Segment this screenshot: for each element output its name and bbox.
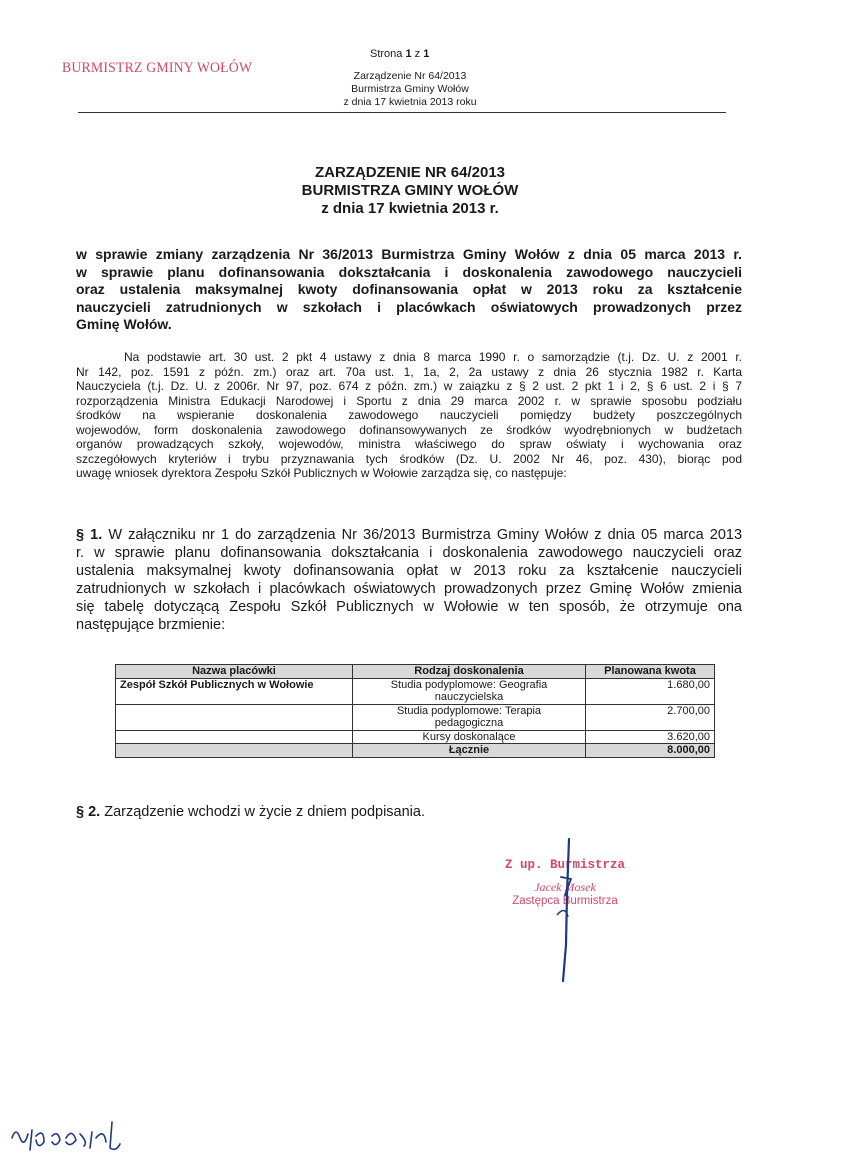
cell-training-type [353, 704, 586, 730]
subject-line: Gminę Wołów. [76, 316, 172, 332]
page-label: Strona [370, 48, 403, 60]
cell-institution [116, 730, 353, 744]
section-1-mark: § 1. [76, 527, 103, 543]
cell-amount: 1.680,00 [586, 678, 715, 704]
preamble-line: Na podstawie art. 30 ust. 2 pkt 4 ustawy z dnia 8 marca 1990 r. o samorządzie (t.j. Dz. U. z 2001 r. [124, 350, 742, 364]
header-line-1: Zarządzenie Nr 64/2013 [353, 70, 467, 82]
total-amount: 8.000,00 [586, 744, 715, 758]
preamble-line: wojewodów, form doskonalenia zawodowego dofinansowywanych ze środków wyodrębnionych w budżetach [76, 422, 742, 437]
subject-line: w sprawie planu dofinansowania dokształcania i doskonalenia zawodowego nauczycieli [76, 263, 742, 280]
preamble-line: rozporządzenia Ministra Edukacji Narodowej i Sportu z dnia 29 marca 2002 r. w sprawie sposobu podziału [76, 393, 742, 408]
table-row [116, 730, 715, 744]
subject-line: oraz ustalenia maksymalnej kwoty dofinansowania opłat w 2013 roku za kształcenie [76, 281, 742, 297]
section-1-line [76, 526, 742, 544]
header-line-2: Burmistrza Gminy Wołów [351, 83, 469, 95]
section-1-line: zatrudnionych w szkołach i placówkach oświatowych prowadzonych przez Gminę Wołów zmienia [76, 581, 742, 597]
handwritten-signature [535, 835, 595, 985]
preamble-line: Nr 142, poz. 1591 z późn. zm.) oraz art. 70a ust. 1, 1a, 2, 2a ustawy z dnia 26 stycznia 1982 r. Karta [76, 364, 742, 379]
section-1-line: następujące brzmienie: [76, 617, 226, 633]
signature-stamp-role: Zastępca Burmistrza [512, 895, 618, 907]
section-1-line: ustalenia maksymalnej kwoty dofinansowania opłat w 2013 roku za kształcenie nauczycieli [76, 563, 742, 579]
office-stamp: BURMISTRZ GMINY WOŁÓW [62, 60, 253, 76]
preamble-line: organów prowadzących szkoły, wojewodów, ministra właściwego do spraw oświaty i wychowania oraz [76, 437, 742, 451]
training-type-line: nauczycielska [434, 691, 504, 703]
subject-line: w sprawie zmiany zarządzenia Nr 36/2013 Burmistrza Gminy Wołów z dnia 05 marca 2013 r. [76, 246, 742, 262]
column-header: Nazwa placówki [116, 665, 353, 679]
title-line-1: ZARZĄDZENIE NR 64/2013 [314, 164, 506, 181]
preamble-line: środków na wspieranie doskonalenia zawodowego nauczycieli pomiędzy budżety poszczególnych [76, 408, 742, 422]
subject-line: nauczycieli zatrudnionych w szkołach i placówkach oświatowych prowadzonych przez [76, 298, 742, 315]
title-line-2: BURMISTRZA GMINY WOŁÓW [301, 182, 519, 199]
section-1 [76, 526, 742, 634]
cell-amount: 3.620,00 [586, 730, 715, 744]
page-number [370, 48, 429, 60]
header-line-3: z dnia 17 kwietnia 2013 roku [343, 96, 477, 108]
training-type-line: Studia podyplomowe: Terapia [396, 704, 542, 717]
cell-training-type [353, 730, 586, 744]
preamble [76, 350, 742, 481]
handwritten-note [8, 1108, 138, 1158]
preamble-line: uwagę wniosek dyrektora Zespołu Szkół Publicznych w Wołowie zarządza się, co następuje: [76, 466, 567, 480]
column-header: Planowana kwota [586, 665, 715, 679]
preamble-line: Nauczyciela (t.j. Dz. U. z 2006r. Nr 97, poz. 674 z późn. zm.) w zaiązku z § 2 ust. 2 pkt 1 i 2, § 6 ust. 2 i § 7 [76, 379, 742, 393]
training-type-line: Kursy doskonalące [422, 730, 516, 743]
section-1-text: W załączniku nr 1 do zarządzenia Nr 36/2013 Burmistrza Gminy Wołów z dnia 05 marca 2013 [108, 527, 743, 543]
column-header: Rodzaj doskonalenia [353, 665, 586, 679]
total-label: Łącznie [353, 744, 586, 758]
cell-training-type [353, 678, 586, 704]
cell-empty [116, 744, 353, 758]
section-1-line: r. w sprawie planu dofinansowania dokształcania i doskonalenia zawodowego nauczycieli oraz [76, 545, 742, 561]
table-header-row [116, 665, 715, 679]
funding-table [115, 664, 715, 758]
table-row [116, 704, 715, 730]
table-total-row [116, 744, 715, 758]
page-current: 1 [405, 48, 412, 60]
training-type-line: Studia podyplomowe: Geografia [390, 678, 548, 691]
subject [76, 246, 742, 334]
section-2 [76, 804, 425, 820]
table-row [116, 678, 715, 704]
training-type-line: pedagogiczna [434, 717, 504, 729]
cell-institution: Zespół Szkół Publicznych w Wołowie [116, 678, 353, 704]
page-total: 1 [423, 48, 430, 60]
cell-institution [116, 704, 353, 730]
preamble-line: szczegółowych kryteriów i trybu przyznawania tych środków (Dz. U. 2002 Nr 46, poz. 430), biorąc pod [76, 451, 742, 466]
section-2-mark: § 2. [76, 804, 101, 820]
section-2-text: Zarządzenie wchodzi w życie z dniem podpisania. [104, 804, 425, 820]
header-divider [78, 112, 726, 113]
cell-amount: 2.700,00 [586, 704, 715, 730]
section-1-line: się tabelę dotyczącą Zespołu Szkół Publicznych w Wołowie w ten sposób, że otrzymuje ona [76, 599, 742, 615]
page-sep: z [414, 48, 421, 60]
signature-stamp-name: Jacek Mosek [534, 880, 596, 894]
title-line-3: z dnia 17 kwietnia 2013 r. [321, 200, 499, 217]
signature-stamp-line-1: Z up. Burmistrza [504, 858, 626, 872]
